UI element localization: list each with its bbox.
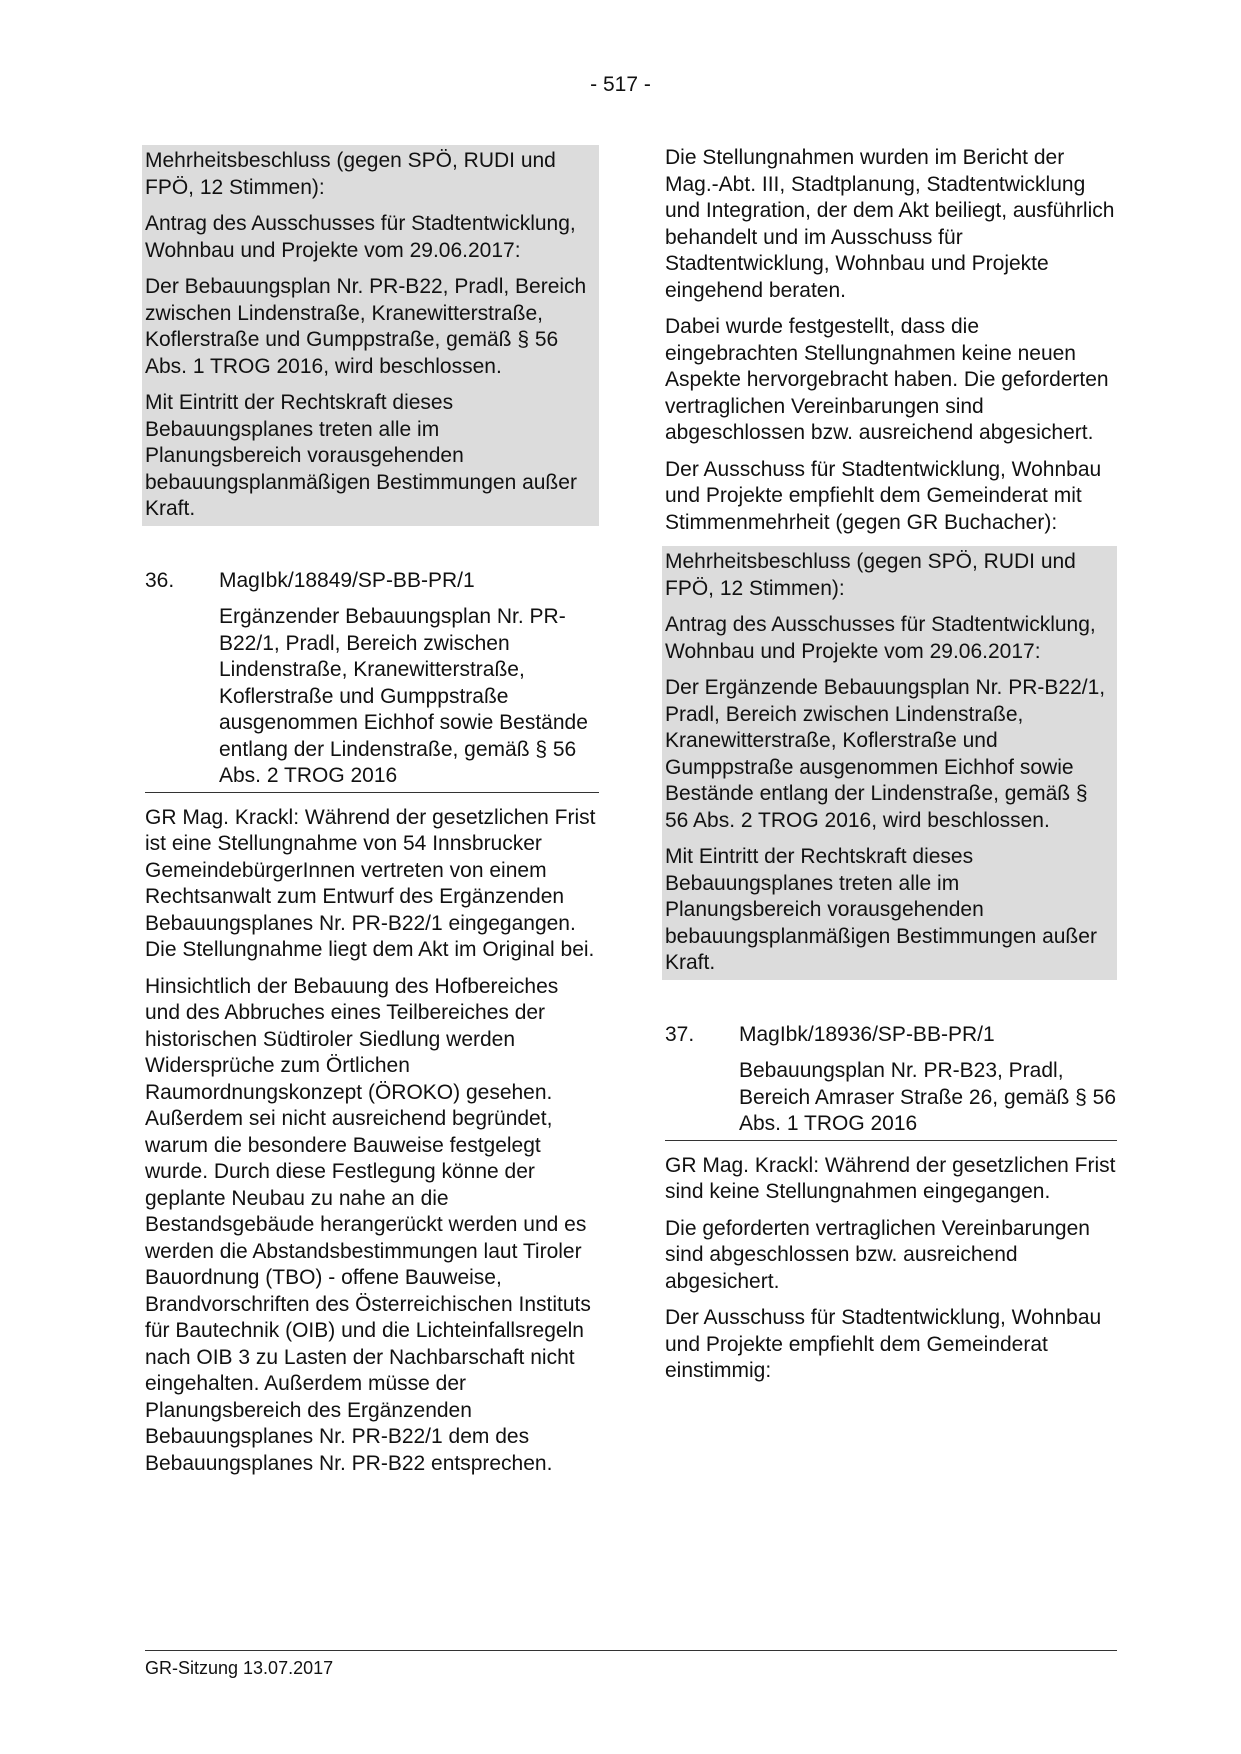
right-column bbox=[665, 145, 1117, 1395]
page-number: - 517 - bbox=[590, 73, 651, 96]
paragraph: Der Ausschuss für Stadtentwicklung, Wohnbau und Projekte empfiehlt dem Gemeinderat einstimmig: bbox=[665, 1306, 1102, 1382]
agenda-item-header bbox=[665, 1022, 1117, 1141]
legal-effect-text: Mit Eintritt der Rechtskraft dieses Bebauungsplanes treten alle im Planungsbereich vorausgehenden bebauungsplanmäßigen Bestimmungen außer Kraft. bbox=[665, 845, 1097, 974]
left-column bbox=[145, 145, 599, 1487]
item-reference: MagIbk/18849/SP-BB-PR/1 bbox=[219, 568, 475, 592]
paragraph: GR Mag. Krackl: Während der gesetzlichen Frist sind keine Stellungnahmen eingegangen. bbox=[665, 1153, 1116, 1203]
item-reference: MagIbk/18936/SP-BB-PR/1 bbox=[739, 1022, 995, 1046]
item-number: 37. bbox=[665, 1022, 695, 1046]
paragraph: Die geforderten vertraglichen Vereinbarungen sind abgeschlossen bzw. ausreichend abgesichert. bbox=[665, 1216, 1090, 1293]
agenda-item-36 bbox=[145, 568, 599, 793]
item-number: 36. bbox=[145, 568, 175, 592]
paragraph: GR Mag. Krackl: Während der gesetzlichen Frist ist eine Stellungnahme von 54 Innsbrucker GemeindebürgerInnen vertreten von einem Rechtsanwalt zum Entwurf des Ergänzenden Bebauungsplanes Nr. PR-B22/1 eingegangen. Die Stellungnahme liegt dem Akt im Original bei. bbox=[145, 805, 596, 961]
motion-heading: Antrag des Ausschusses für Stadtentwicklung, Wohnbau und Projekte vom 29.06.2017: bbox=[145, 212, 576, 262]
motion-heading: Antrag des Ausschusses für Stadtentwicklung, Wohnbau und Projekte vom 29.06.2017: bbox=[665, 613, 1096, 663]
resolution-text: Der Bebauungsplan Nr. PR-B22, Pradl, Bereich zwischen Lindenstraße, Kranewitterstraße, Koflerstraße und Gumppstraße, gemäß § 56 Abs. 1 TROG 2016, wird beschlossen. bbox=[145, 275, 587, 378]
footer-divider bbox=[145, 1650, 1117, 1651]
resolution-text: Der Ergänzende Bebauungsplan Nr. PR-B22/1, Pradl, Bereich zwischen Lindenstraße, Kranewitterstraße, Koflerstraße und Gumppstraße ausgenommen Eichhof sowie Bestände entlang der Lindenstraße, gemäß § 56 Abs. 2 TROG 2016, wird beschlossen. bbox=[665, 676, 1106, 832]
resolution-block-pr-b22 bbox=[142, 145, 599, 526]
vote-result: Mehrheitsbeschluss (gegen SPÖ, RUDI und FPÖ, 12 Stimmen): bbox=[665, 550, 1076, 600]
item-title: Ergänzender Bebauungsplan Nr. PR-B22/1, Pradl, Bereich zwischen Lindenstraße, Kranewitterstraße, Koflerstraße und Gumppstraße ausgenommen Eichhof sowie Bestände entlang der Lindenstraße, gemäß § 56 Abs. 2 TROG 2016 bbox=[219, 605, 588, 787]
agenda-item-37 bbox=[665, 1022, 1117, 1141]
paragraph: Die Stellungnahmen wurden im Bericht der Mag.-Abt. III, Stadtplanung, Stadtentwicklung und Integration, der dem Akt beiliegt, ausführlich behandelt und im Ausschuss für Stadtentwicklung, Wohnbau und Projekte eingehend beraten. bbox=[665, 146, 1115, 302]
item-title: Bebauungsplan Nr. PR-B23, Pradl, Bereich Amraser Straße 26, gemäß § 56 Abs. 1 TROG 2016 bbox=[739, 1059, 1117, 1135]
agenda-item-header bbox=[145, 568, 599, 793]
resolution-block-pr-b22-1 bbox=[662, 546, 1117, 980]
footer-session-date: GR-Sitzung 13.07.2017 bbox=[145, 1658, 334, 1678]
paragraph: Der Ausschuss für Stadtentwicklung, Wohnbau und Projekte empfiehlt dem Gemeinderat mit Stimmenmehrheit (gegen GR Buchacher): bbox=[665, 457, 1102, 534]
paragraph: Hinsichtlich der Bebauung des Hofbereiches und des Abbruches eines Teilbereiches der historischen Südtiroler Siedlung werden Widersprüche zum Örtlichen Raumordnungskonzept (ÖROKO) gesehen. Außerdem sei nicht ausreichend begründet, warum die besondere Bauweise festgelegt wurde. Durch diese Festlegung könne der geplante Neubau zu nahe an die Bestandsgebäude herangerückt werden und es werden die Abstandsbestimmungen laut Tiroler Bauordnung (TBO) - offene Bauweise, Brandvorschriften des Österreichischen Instituts für Bautechnik (OIB) und die Lichteinfallsregeln nach OIB 3 zu Lasten der Nachbarschaft nicht eingehalten. Außerdem müsse der Planungsbereich des Ergänzenden Bebauungsplanes Nr. PR-B22/1 dem des Bebauungsplanes Nr. PR-B22 entsprechen. bbox=[145, 974, 591, 1475]
paragraph: Dabei wurde festgestellt, dass die eingebrachten Stellungnahmen keine neuen Aspekte hervorgebracht haben. Die geforderten vertraglichen Vereinbarungen sind abgeschlossen bzw. ausreichend abgesichert. bbox=[665, 315, 1109, 444]
vote-result: Mehrheitsbeschluss (gegen SPÖ, RUDI und FPÖ, 12 Stimmen): bbox=[145, 149, 556, 199]
legal-effect-text: Mit Eintritt der Rechtskraft dieses Bebauungsplanes treten alle im Planungsbereich vorausgehenden bebauungsplanmäßigen Bestimmungen außer Kraft. bbox=[145, 391, 577, 520]
